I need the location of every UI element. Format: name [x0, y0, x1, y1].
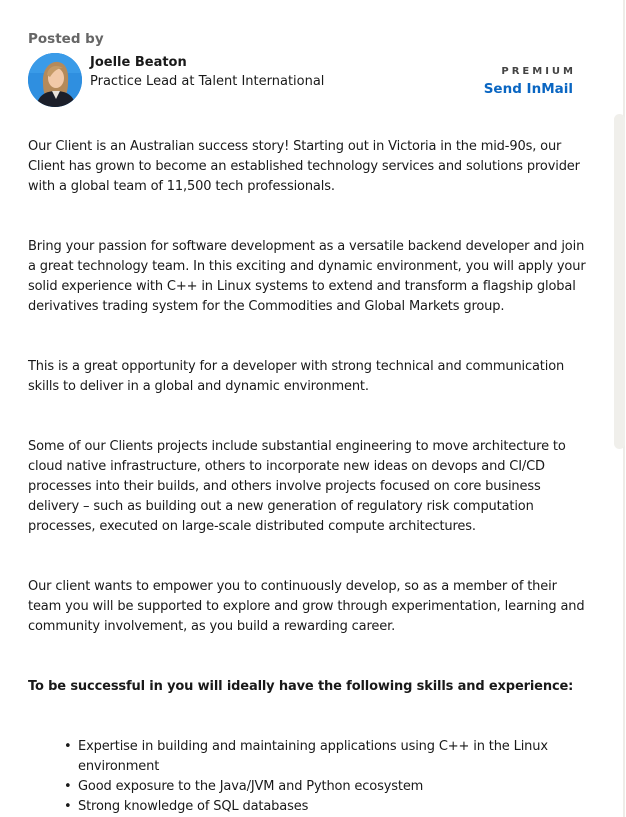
- skill-text: Strong knowledge of SQL databases: [78, 799, 309, 814]
- job-description: [28, 137, 588, 817]
- bullet-icon: •: [64, 779, 72, 794]
- skills-list-item: [64, 797, 588, 817]
- premium-label: PREMIUM: [501, 66, 576, 77]
- description-paragraph: Some of our Clients projects include substantial engineering to move architecture to cloud native infrastructure, others to incorporate new ideas on devops and CI/CD processes into their builds, and others involve projects focused on core business delivery – such as building out a new generation of regulatory risk computation processes, executed on large-scale distributed compute architectures.: [28, 439, 566, 534]
- bullet-icon: •: [64, 739, 72, 754]
- poster-title: Practice Lead at Talent International: [90, 74, 325, 89]
- posted-by-label: Posted by: [28, 31, 104, 47]
- poster-avatar[interactable]: [28, 53, 82, 107]
- description-paragraph: Bring your passion for software development as a versatile backend developer and join a great technology team. In this exciting and dynamic environment, you will apply your solid experience with C++ in Linux systems to extend and transform a flagship global derivatives trading system for the Commodities and Global Markets group.: [28, 239, 586, 314]
- skills-list: [28, 737, 588, 817]
- vertical-scrollbar[interactable]: [614, 0, 626, 817]
- skills-heading: To be successful in you will ideally have the following skills and experience:: [28, 679, 574, 694]
- description-paragraph: This is a great opportunity for a developer with strong technical and communication skills to deliver in a global and dynamic environment.: [28, 359, 565, 394]
- description-paragraph: Our client wants to empower you to continuously develop, so as a member of their team you will be supported to explore and grow through experimentation, learning and community involvement, as you build a rewarding career.: [28, 579, 585, 634]
- poster-name[interactable]: Joelle Beaton: [90, 55, 187, 70]
- skills-list-item: [64, 777, 588, 797]
- scrollbar-thumb[interactable]: [614, 114, 625, 449]
- skills-list-item: [64, 737, 588, 777]
- skill-text: Good exposure to the Java/JVM and Python ecosystem: [78, 779, 424, 794]
- person-photo-avatar-icon: [28, 53, 82, 107]
- skill-text: Expertise in building and maintaining applications using C++ in the Linux environment: [78, 739, 548, 774]
- description-paragraph: Our Client is an Australian success story! Starting out in Victoria in the mid-90s, our Client has grown to become an established technology services and solutions provider with a global team of 11,500 tech professionals.: [28, 139, 580, 194]
- bullet-icon: •: [64, 799, 72, 814]
- send-inmail-link[interactable]: Send InMail: [483, 81, 573, 97]
